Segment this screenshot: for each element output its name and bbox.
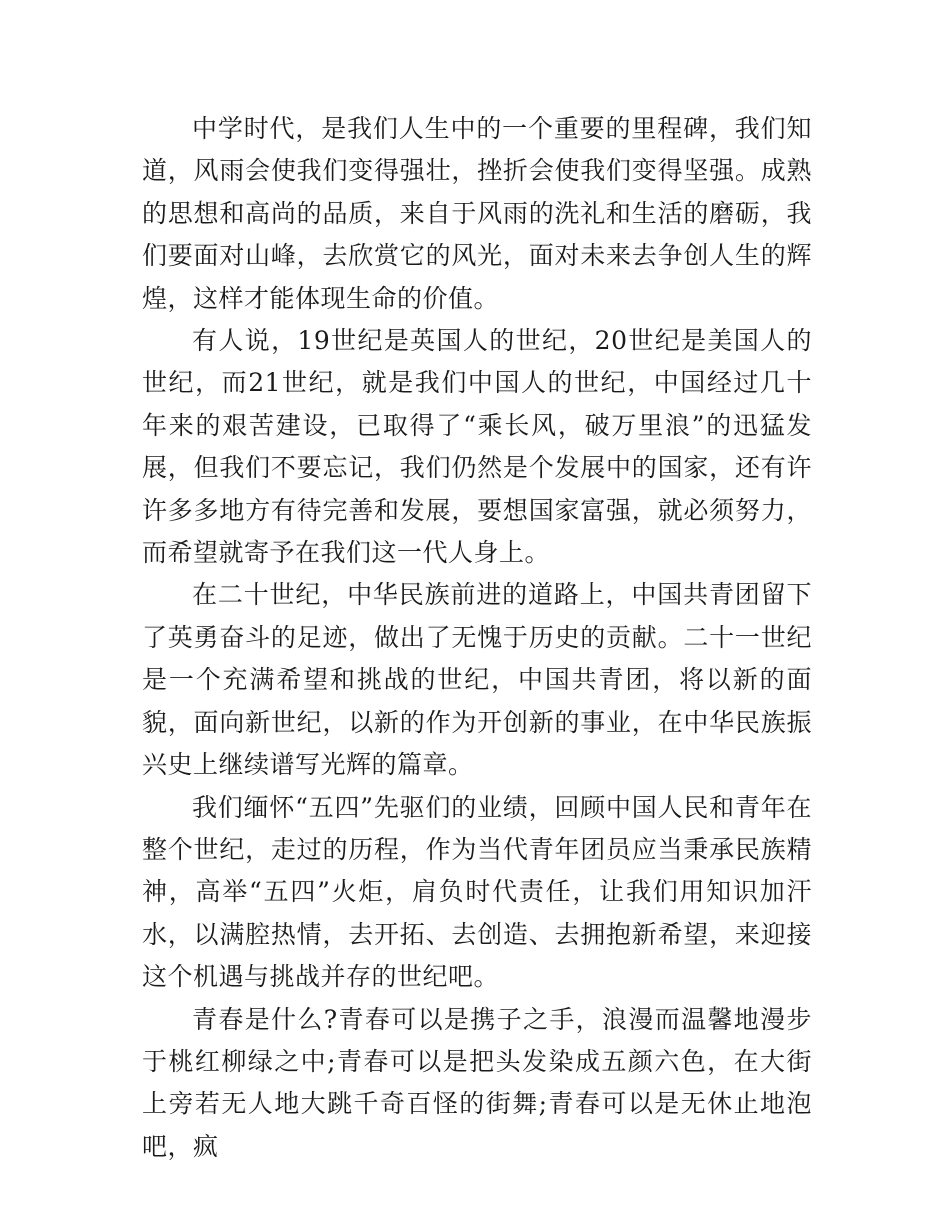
paragraph-2: 有人说，19世纪是英国人的世纪，20世纪是美国人的世纪，而21世纪，就是我们中国人的世纪，中国经过几十年来的艰苦建设，已取得了“乘长风，破万里浪”的迅猛发展，但我们不要忘记，我们仍然是个发展中的国家，还有许许多多地方有待完善和发展，要想国家富强，就必须努力，而希望就寄予在我们这一代人身上。 bbox=[142, 326, 812, 568]
paragraph-1: 中学时代，是我们人生中的一个重要的里程碑，我们知道，风雨会使我们变得强壮，挫折会使我们变得坚强。成熟的思想和高尚的品质，来自于风雨的洗礼和生活的磨砺，我们要面对山峰，去欣赏它的风光，面对未来去争创人生的辉煌，这样才能体现生命的价值。 bbox=[142, 114, 812, 313]
paragraph-4: 我们缅怀“五四”先驱们的业绩，回顾中国人民和青年在整个世纪，走过的历程，作为当代青年团员应当秉承民族精神，高举“五四”火炬，肩负时代责任，让我们用知识加汗水，以满腔热情，去开拓、去创造、去拥抱新希望，来迎接这个机遇与挑战并存的世纪吧。 bbox=[142, 792, 812, 992]
paragraph-5: 青春是什么?青春可以是携子之手，浪漫而温馨地漫步于桃红柳绿之中;青春可以是把头发染成五颜六色，在大街上旁若无人地大跳千奇百怪的街舞;青春可以是无休止地泡吧，疯 bbox=[142, 1004, 812, 1161]
paragraph-3: 在二十世纪，中华民族前进的道路上，中国共青团留下了英勇奋斗的足迹，做出了无愧于历史的贡献。二十一世纪是一个充满希望和挑战的世纪，中国共青团，将以新的面貌，面向新世纪，以新的作为开创新的事业，在中华民族振兴史上继续谱写光辉的篇章。 bbox=[142, 580, 812, 780]
document-body bbox=[142, 108, 812, 1168]
